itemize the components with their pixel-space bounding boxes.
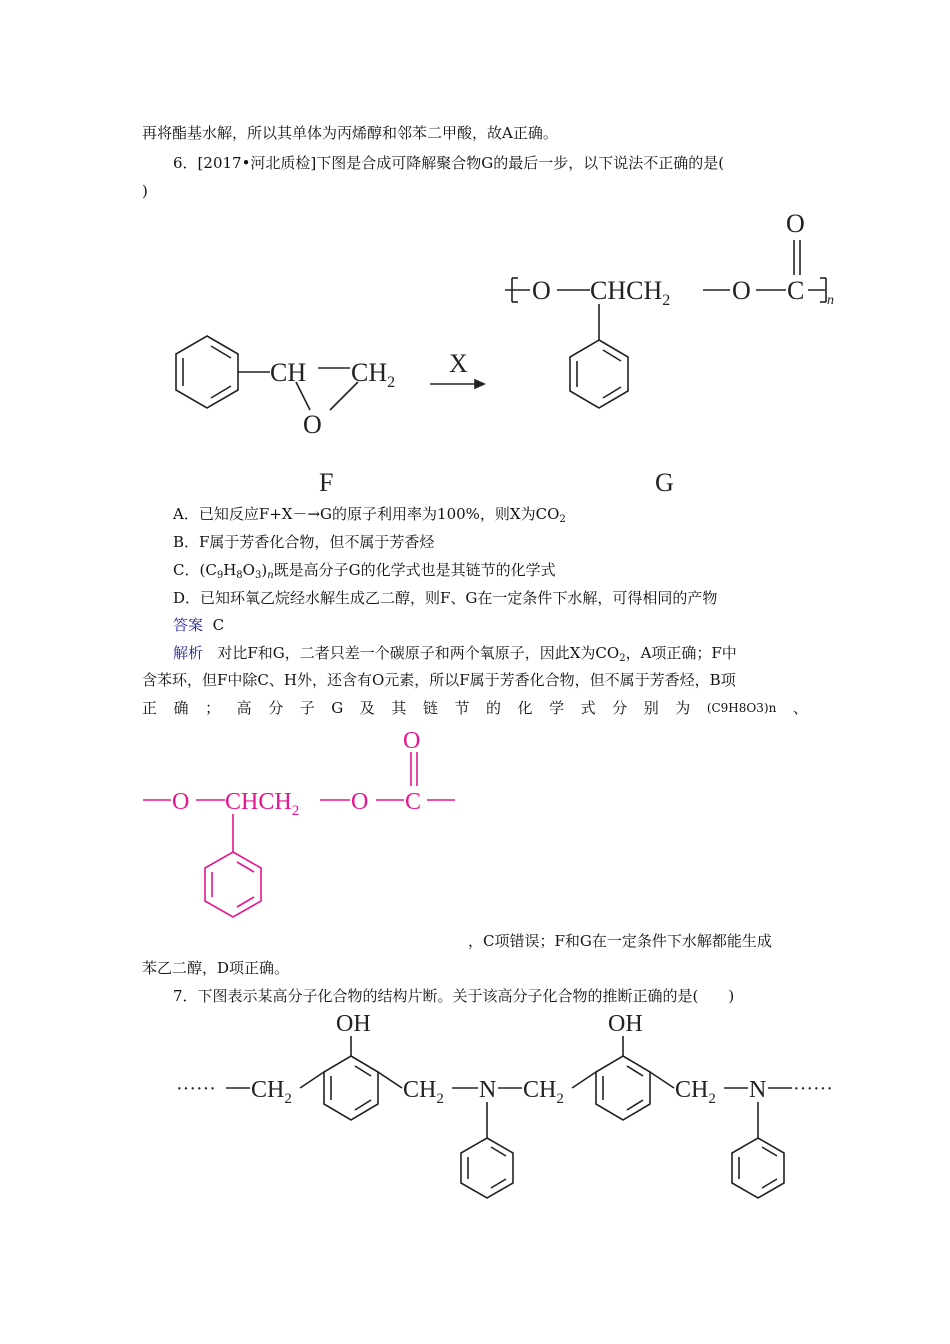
answer-label: 答案 <box>173 616 204 634</box>
f-ch-label: CH <box>270 358 307 387</box>
answer-value: C <box>212 616 225 634</box>
g-o1-label: O <box>532 276 551 305</box>
svg-text:G <box>655 468 674 497</box>
ru-carbonyl-o-label: O <box>403 728 421 754</box>
option-c-o: O <box>242 561 255 579</box>
analysis-3-char: 及 <box>359 699 375 717</box>
arrow-reagent-label: X <box>449 349 468 378</box>
svg-text:CHCH2 <box>590 276 670 309</box>
analysis-3-char: 确 <box>173 699 189 717</box>
fragment-ring-1 <box>324 1056 378 1120</box>
analysis-3-char: 化 <box>517 699 533 717</box>
svg-text:X <box>449 349 468 378</box>
analysis-1-sub: 2 <box>619 653 626 664</box>
question-7-stem: 7．下图表示某高分子化合物的结构片断。关于该高分子化合物的推断正确的是( ) <box>173 987 735 1005</box>
question-6-stem-close: ) <box>142 182 148 200</box>
svg-text:CH2 <box>523 1077 564 1107</box>
analysis-3-char: 分 <box>268 699 284 717</box>
repeat-unit-labels <box>172 728 421 819</box>
fragment-ch2-2: CH <box>403 1077 437 1103</box>
svg-text:CH2 <box>675 1077 716 1107</box>
analysis-3-char: G <box>331 699 344 717</box>
fragment-n-ring-1 <box>461 1138 513 1198</box>
analysis-line-2: 含苯环，但F中除C、H外，还含有O元素，所以F属于芳香化合物，但不属于芳香烃，B项 <box>142 671 736 689</box>
option-a-sub: 2 <box>559 514 566 525</box>
g-compound-label: G <box>655 468 674 497</box>
question-6-stem: 6．[2017•河北质检]下图是合成可降解聚合物G的最后一步，以下说法不正确的是( <box>173 154 725 172</box>
option-c-n: n <box>267 570 274 581</box>
fragment-ch2-4: CH <box>675 1077 709 1103</box>
fragment-sub-4: 2 <box>708 1091 716 1107</box>
ru-benzene-ring <box>205 852 261 917</box>
svg-text:CH <box>270 358 306 387</box>
repeat-unit-structure <box>143 752 455 917</box>
fragment-dots-right: ······ <box>793 1078 833 1100</box>
analysis-3-char: 学 <box>549 699 565 717</box>
analysis-3-char: 其 <box>391 699 407 717</box>
g-ch2-subscript: 2 <box>662 292 671 309</box>
svg-text:N <box>479 1077 496 1103</box>
ru-o2-label: O <box>351 789 369 815</box>
analysis-1-tail: ，A项正确；F中 <box>625 644 737 662</box>
option-c-sub-3: 3 <box>254 570 262 581</box>
option-c-prefix: C．(C <box>173 561 217 579</box>
svg-text:CH2 <box>351 358 395 391</box>
option-c-sub-2: 8 <box>236 570 243 581</box>
ru-chch-label: CHCH <box>225 789 292 815</box>
svg-text:N <box>749 1077 766 1103</box>
svg-text:······ <box>176 1078 216 1100</box>
analysis-3-char: 分 <box>612 699 628 717</box>
fragment-ring-2 <box>596 1056 650 1120</box>
f-o-label: O <box>303 410 322 439</box>
analysis-3-char: 为 <box>675 699 691 717</box>
svg-text:C <box>787 276 804 305</box>
f-ch2-label: CH <box>351 358 388 387</box>
f-benzene-ring <box>176 336 238 408</box>
analysis-3-char: 的 <box>485 699 501 717</box>
svg-text:O <box>732 276 751 305</box>
fragment-sub-1: 2 <box>284 1091 292 1107</box>
analysis-3-char: 正 <box>142 699 158 717</box>
analysis-3-tail: 、 <box>792 699 808 717</box>
analysis-3-char: 高 <box>236 699 252 717</box>
reaction-labels <box>270 209 834 497</box>
svg-text:CH2 <box>251 1077 292 1107</box>
analysis-3-formula: (C9H8O3)n <box>706 701 777 715</box>
ru-c-label: C <box>405 789 422 815</box>
text-line-1: 再将酯基水解，所以其单体为丙烯醇和邻苯二甲酸，故A正确。 <box>142 124 558 142</box>
polymer-fragment <box>226 1036 792 1198</box>
ru-subscript: 2 <box>291 803 300 819</box>
option-d: D．已知环氧乙烷经水解生成乙二醇，则F、G在一定条件下水解，可得相同的产物 <box>173 589 718 607</box>
svg-text:O <box>172 789 189 815</box>
fragment-n-1: N <box>479 1077 497 1103</box>
fragment-n-2: N <box>749 1077 767 1103</box>
fragment-sub-2: 2 <box>436 1091 444 1107</box>
analysis-line-5: 苯乙二醇，D项正确。 <box>142 959 290 977</box>
option-c-text: 既是高分子G的化学式也是其链节的化学式 <box>273 561 556 579</box>
f-ch2-subscript: 2 <box>387 374 396 391</box>
fragment-dots-left: ······ <box>176 1078 216 1100</box>
svg-text:C <box>405 789 421 815</box>
g-chch-label: CHCH <box>590 276 663 305</box>
svg-text:CHCH2 <box>225 789 299 819</box>
svg-text:O <box>351 789 368 815</box>
fragment-labels <box>176 1011 833 1107</box>
option-c-h: H <box>223 561 237 579</box>
option-c-sub-1: 9 <box>216 570 224 581</box>
g-benzene-ring <box>570 340 628 408</box>
option-b: B．F属于芳香化合物，但不属于芳香烃 <box>173 533 435 551</box>
g-c-label: C <box>787 276 805 305</box>
fragment-oh-2: OH <box>608 1011 643 1037</box>
fragment-oh-1: OH <box>336 1011 371 1037</box>
analysis-3-char: 链 <box>422 699 438 717</box>
reaction-arrow-head <box>475 380 484 388</box>
fragment-sub-3: 2 <box>556 1091 564 1107</box>
analysis-3-char: 式 <box>580 699 596 717</box>
svg-text:F <box>319 468 333 497</box>
option-a-text: A．已知反应F+X－→G的原子利用率为100%，则X为CO <box>173 505 560 523</box>
analysis-3-char: 节 <box>454 699 470 717</box>
fragment-ch2-3: CH <box>523 1077 557 1103</box>
svg-text:O <box>303 410 322 439</box>
g-o2-label: O <box>732 276 751 305</box>
svg-text:CH2 <box>403 1077 444 1107</box>
analysis-1-text: 对比F和G，二者只差一个碳原子和两个氧原子，因此X为CO <box>217 644 620 662</box>
svg-text:OH <box>608 1011 643 1037</box>
fragment-n-ring-2 <box>732 1138 784 1198</box>
analysis-line-4: ，C项错误；F和G在一定条件下水解都能生成 <box>468 932 772 950</box>
analysis-3-char: ； <box>205 699 221 717</box>
svg-text:n <box>827 293 834 308</box>
svg-text:······ <box>793 1078 833 1100</box>
svg-text:OH <box>336 1011 371 1037</box>
fragment-ch2-1: CH <box>251 1077 285 1103</box>
g-n-label: n <box>827 293 834 308</box>
analysis-label: 解析 <box>173 644 204 662</box>
svg-text:O <box>786 209 805 238</box>
g-carbonyl-o-label: O <box>786 209 805 238</box>
svg-text:O <box>532 276 551 305</box>
svg-text:O <box>403 728 420 754</box>
ru-o1-label: O <box>172 789 190 815</box>
analysis-3-char: 子 <box>299 699 315 717</box>
option-c-close: ) <box>261 561 268 579</box>
f-compound-label: F <box>319 468 334 497</box>
analysis-3-char: 别 <box>643 699 659 717</box>
